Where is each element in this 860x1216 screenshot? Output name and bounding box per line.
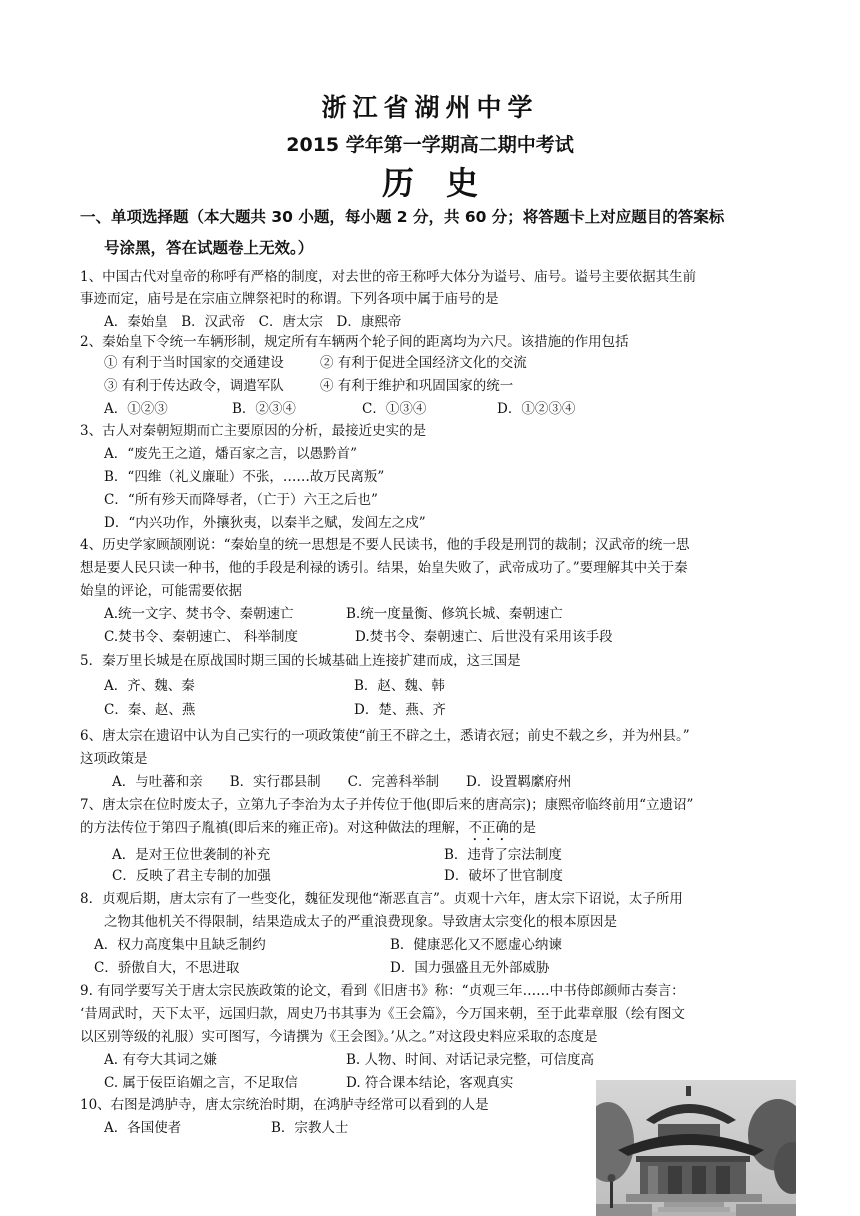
q5-option-a: A．齐、魏、秦 [104, 678, 195, 694]
q2-stem: 2、秦始皇下令统一车辆形制，规定所有车辆两个轮子间的距离均为六尺。该措施的作用包括 [80, 334, 629, 350]
q8-option-c: C．骄傲自大，不思进取 [94, 960, 240, 976]
q7-option-d: D．破坏了世官制度 [444, 868, 563, 884]
q9-stem-line2: ‘昔周武时，天下太平，远国归款，周史乃书其事为《王会篇》，今万国来朝，至于此辈章服（绘有图文 [80, 1006, 686, 1022]
q5-stem: 5．秦万里长城是在原战国时期三国的长城基础上连接扩建而成，这三国是 [80, 653, 521, 669]
q6-stem-line2: 这项政策是 [80, 751, 148, 767]
q4-option-d: D.焚书令、秦朝速亡、后世没有采用该手段 [355, 629, 613, 645]
q10-option-a: A．各国使者 [104, 1120, 182, 1136]
q8-option-d: D．国力强盛且无外部威胁 [390, 960, 550, 976]
q3-option-c: C．“所有殄天而降辱者，（亡于）六王之后也” [104, 492, 378, 508]
q4-stem-line2: 想是要人民只读一种书，他的手段是利禄的诱引。结果，始皇失败了，武帝成功了。”要理解其中关于秦 [80, 560, 688, 576]
q10-stem: 10、右图是鸿胪寺，唐太宗统治时期，在鸿胪寺经常可以看到的人是 [80, 1097, 489, 1113]
q3-option-d: D．“内兴功作，外攘狄夷，以秦半之赋，发闾左之戍” [104, 515, 426, 531]
subject-title: 历 史 [381, 164, 478, 202]
q5-option-d: D．楚、燕、齐 [354, 702, 446, 718]
q8-stem-line1: 8．贞观后期，唐太宗有了一些变化，魏征发现他“渐恶直言”。贞观十六年，唐太宗下诏说，太子所用 [80, 891, 683, 907]
q7-option-a: A．是对王位世袭制的补充 [112, 847, 271, 863]
q2-option-a: A．①②③ [104, 401, 168, 417]
q2-option-c: C．①③④ [362, 401, 427, 417]
q8-stem-line2: 之物其他机关不得限制，结果造成太子的严重浪费现象。导致唐太宗变化的根本原因是 [104, 914, 617, 930]
q9-stem-line3: 以区别等级的礼服）实可图写，今请撰为《王会图》。’从之。”对这段史料应采取的态度是 [80, 1029, 598, 1045]
q2-item2: ② 有利于促进全国经济文化的交流 [320, 355, 527, 371]
q1-options: A．秦始皇 B．汉武帝 C．唐太宗 D．康熙帝 [104, 314, 402, 330]
q2-option-d: D．①②③④ [497, 401, 576, 417]
q7-stem-line1: 7、唐太宗在位时废太子，立第九子李治为太子并传位于他(即后来的唐高宗)；康熙帝临终前用“立遗诏” [80, 797, 694, 813]
section-heading-line1: 一、单项选择题（本大题共 30 小题，每小题 2 分，共 60 分；将答题卡上对应题目的答案标 [80, 208, 725, 226]
q8-option-a: A．权力高度集中且缺乏制约 [94, 937, 266, 953]
q9-option-a: A. 有夸大其词之嫌 [104, 1052, 217, 1068]
q5-option-b: B．赵、魏、韩 [354, 678, 445, 694]
q4-option-c: C.焚书令、秦朝速亡、 科举制度 [104, 629, 298, 645]
q1-stem-line1: 1、中国古代对皇帝的称呼有严格的制度，对去世的帝王称呼大体分为谥号、庙号。谥号主要依据其生前 [80, 269, 697, 285]
q7-stem-pre: 的方法传位于第四子胤禛(即后来的雍正帝)。对这种做法的理解， [80, 820, 469, 836]
q2-option-b: B．②③④ [232, 401, 296, 417]
q4-stem-line1: 4、历史学家顾颉刚说：“秦始皇的统一思想是不要人民读书，他的手段是刑罚的裁制；汉武帝的统一思 [80, 537, 690, 553]
q4-option-a: A.统一文字、焚书令、秦朝速亡 [104, 606, 294, 622]
q7-option-b: B．违背了宗法制度 [444, 847, 562, 863]
q2-item1: ① 有利于当时国家的交通建设 [104, 355, 284, 371]
q6-options: A．与吐蕃和亲 B．实行郡县制 C．完善科举制 D．设置羁縻府州 [112, 774, 572, 790]
q4-option-b: B.统一度量衡、修筑长城、秦朝速亡 [346, 606, 563, 622]
q7-option-c: C．反映了君主专制的加强 [112, 868, 271, 884]
q9-option-b: B. 人物、时间、对话记录完整，可信度高 [346, 1052, 595, 1068]
q3-option-a: A．“废先王之道，燔百家之言，以愚黔首” [104, 446, 358, 462]
q8-option-b: B．健康恶化又不愿虚心纳谏 [390, 937, 562, 953]
q3-option-b: B．“四维（礼义廉耻）不张，……故万民离叛” [104, 469, 385, 485]
exam-title: 2015 学年第一学期高二期中考试 [286, 134, 574, 156]
q9-option-d: D. 符合课本结论，客观真实 [346, 1075, 514, 1091]
q4-stem-line3: 始皇的评论，可能需要依据 [80, 583, 242, 599]
q6-stem-line1: 6、唐太宗在遗诏中认为自己实行的一项政策使“前王不辟之土，悉请衣冠；前史不载之乡，并为州县。” [80, 728, 690, 744]
q7-emphasis: 不正确 [468, 820, 510, 836]
q5-option-c: C．秦、赵、燕 [104, 702, 196, 718]
q1-stem-line2: 事迹而定，庙号是在宗庙立牌祭祀时的称谓。下列各项中属于庙号的是 [80, 291, 499, 307]
school-name: 浙江省湖州中学 [321, 93, 539, 122]
q3-stem: 3、古人对秦朝短期而亡主要原因的分析，最接近史实的是 [80, 423, 427, 439]
q9-stem-line1: 9. 有同学要写关于唐太宗民族政策的论文，看到《旧唐书》称：“贞观三年……中书侍郎颜师古奏言： [80, 983, 685, 999]
q10-option-b: B．宗教人士 [271, 1120, 349, 1136]
q7-stem-post: 的是 [509, 820, 537, 836]
q2-item4: ④ 有利于维护和巩固国家的统一 [320, 378, 514, 394]
q9-option-c: C. 属于佞臣谄媚之言，不足取信 [104, 1075, 298, 1091]
q2-item3: ③ 有利于传达政令，调遣军队 [104, 378, 284, 394]
q7-stem-line2 [80, 816, 536, 844]
section-heading-line2: 号涂黑，答在试题卷上无效。） [104, 239, 314, 257]
temple-photo-graphic [596, 1080, 796, 1216]
temple-photo [596, 1080, 796, 1216]
